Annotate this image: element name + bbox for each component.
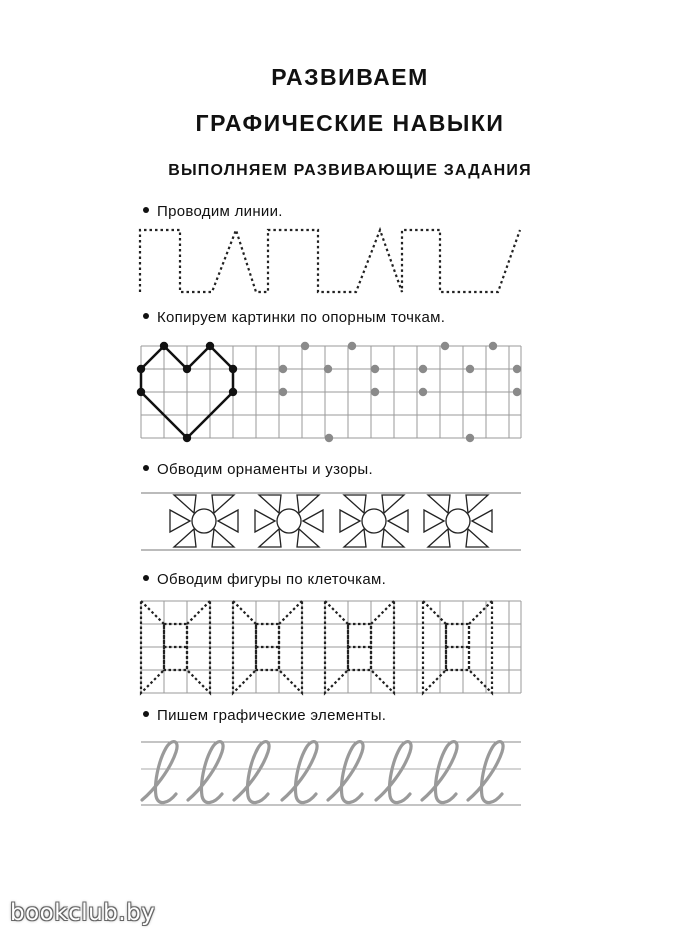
page-title-line-2: ГРАФИЧЕСКИЕ НАВЫКИ (195, 110, 505, 136)
cursive-loop-stroke (328, 742, 363, 803)
cursive-loop-stroke (282, 742, 317, 803)
task-label: Пишем графические элементы. (157, 707, 387, 724)
task-label: Обводим орнаменты и узоры. (157, 461, 373, 478)
cursive-loop-stroke (188, 742, 223, 803)
page-subtitle: ВЫПОЛНЯЕМ РАЗВИВАЮЩИЕ ЗАДАНИЯ (168, 162, 532, 179)
cursive-loop-stroke (422, 742, 457, 803)
ornament-flower (170, 495, 238, 547)
cursive-loop-stroke (142, 742, 177, 803)
ornament-flower (255, 495, 323, 547)
dot-grid-lines (141, 346, 521, 438)
exercise-cursive-elements (141, 742, 521, 805)
task-label: Обводим фигуры по клеточкам. (157, 571, 387, 588)
cursive-loop-stroke (468, 742, 503, 803)
ornament-flower (340, 495, 408, 547)
exercise-trace-figures (141, 601, 521, 693)
cursive-loop-stroke (234, 742, 269, 803)
ornament-flower (424, 495, 492, 547)
page-title-line-1: РАЗВИВАЕМ (271, 64, 429, 90)
task-label: Копируем картинки по опорным точкам. (157, 309, 446, 326)
dotted-zigzag-path (140, 230, 520, 292)
figure-grid-lines (141, 601, 521, 693)
exercise-dotted-lines (140, 230, 520, 292)
watermark-logo: bookclub.by (10, 900, 156, 926)
cursive-loop-stroke (376, 742, 411, 803)
task-label: Проводим линии. (157, 203, 283, 220)
exercise-ornaments (141, 493, 521, 550)
exercise-dot-grid (137, 342, 521, 442)
